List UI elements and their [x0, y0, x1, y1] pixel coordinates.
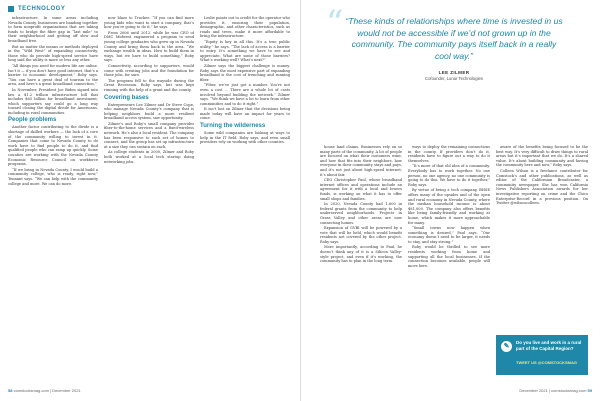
body-paragraph: now blaze to Truckee. “If you can find more young kids who want to start a company, that’s how you’re going to do it,” he says.	[104, 16, 194, 30]
body-paragraph: “It’s more of that old idea of a community. Everybody has to work together. No one person, no one agency, no one community is going to do this. We have to do it together,” Roby says.	[408, 164, 490, 187]
article-column-4	[320, 145, 402, 383]
body-paragraph: aware of the benefits being focused to be the best way. It’s very difficult to draw things to rural areas but it’s important that we do. It’s a shared value. It’s about building community and having the community here and now,” Roby says.	[496, 145, 588, 168]
section-tag-block	[8, 6, 14, 12]
body-paragraph: It isn’t lost on Zilmer that the decisions being made today will have an impact for years to come.	[200, 107, 290, 121]
book-icon: ✎	[501, 341, 512, 352]
body-paragraph: From 2006 until 2012, while he was CEO of DMC Midwest engineered a program to send young college graduates who grew up in Nevada County and bring them back to the area. “We exchange wealth in ideas. How to build them in ways, but we have to build something,” Roby says.	[104, 30, 194, 63]
page-number-right: 59	[587, 388, 592, 393]
article-column-6	[496, 145, 588, 330]
body-paragraph: In November, President Joe Biden signed into law a $1.2 trillion infrastructure bill that includes $65 billion for broadband investment, which supporters say could go a long way toward closing the digital divide for Americans, including in rural communities.	[8, 87, 98, 115]
body-paragraph: house land claims. Businesses rely on so many parts of the community. A lot of people are focused on what their customers want, and how that fits into their neighbors, how everyone in their community stays and pays, and it’s not just about high-speed internet; it’s about fair.	[320, 145, 402, 177]
section-tag-label: TECHNOLOGY	[18, 6, 66, 12]
footer-left-text: comstocksmag.com | December 2021	[13, 388, 81, 393]
promo-link[interactable]: TWEET US @COMSTOCKSMAG	[516, 360, 577, 365]
body-paragraph: Some wild companies are looking at ways to help in the IT field. Roby says, and even small providers rely on working with other counties.	[200, 131, 290, 145]
body-paragraph: “Equity is key in all this. It’s a true public utility,” he says. “The lack of access is a barrier to entry. It’s something we have to see and appreciate. What are some of those barriers? What’s working well? What’s next?”	[200, 39, 290, 63]
article-column-1	[8, 16, 98, 381]
footer-right-text: December 2021 | comstocksmag.com	[519, 388, 587, 393]
body-paragraph: Colleen Wilson is a freelance contributor for Comstock’s and other publications, as well as editor of the Californian Broadcaster, a community newspaper. She has won California News Publishers Association awards for her investigative reporting on crime and the Chico Enterprise-Record in a previous position. On Twitter @wilsoncolleen.	[496, 168, 588, 206]
body-paragraph: ways to deploy the remaining connections in the county. If providers don’t do it, residents have to figure out a way to do it themselves.	[408, 145, 490, 163]
body-paragraph: Connectivity, according to supporters, would come with creating jobs and the foundation for those jobs, for sure.	[104, 63, 194, 78]
body-paragraph: CEO Christopher Paul, whose broadband internet offices and operations include an agreement for it with a local and lowers funds, is working on what it has to offer small shops and families.	[320, 178, 402, 201]
body-paragraph: “All things you need for modern life are online. Isn’t it — if you don’t have good internet, that’s a barrier to economic development,” Roby says. “You can have a great deal of tourism to the area, and here’s a great broadband connection.”	[8, 63, 98, 87]
pull-quote-text: “These kinds of relationships where time is invested in us would not be accessible if we’d not grown up in the community. The community pays itself back in a really cool way.”	[345, 16, 563, 61]
footer-left	[8, 388, 81, 393]
body-paragraph: Entrepreneurs Lee Zilmer and Dr Steve Cope, who manage Nevada County’s company that is helping neighbors build a more resilient broadband access system, saw opportunity.	[104, 102, 194, 121]
article-column-5	[408, 145, 490, 383]
body-paragraph: Expansion of GVBI will be powered by a vote that will be held, which would benefit residents not covered by the other project, Roby says.	[320, 226, 402, 244]
pull-quote-name: LEE ZILMER	[438, 70, 470, 75]
body-paragraph: “Fiber, we’ve just got a number. You’re not even a cost … There are a whole lot of costs involved beyond building the network.” Zilmer says. “We think we have a lot to learn from other communities and to do it right.”	[200, 83, 290, 106]
body-paragraph: By virtue of being a tech company, BHSE offers many of the upsides and of the open and rural economy in Nevada County, where the median household income is about $81,000. The company also offers benefits like being family-friendly and working at home, which makes it more approachable for many.	[408, 188, 490, 225]
body-paragraph: As college students in 2000, Zilmer and Roby both worked at a local tech startup doing networking jobs.	[104, 150, 194, 164]
section-heading: Turning the wilderness	[200, 123, 266, 130]
body-paragraph: Another factor contributing to the divide is a shortage of skilled workers — the lack of a core of the community willing to invest in it. Companies that come to Nevada County to do work have to find people to do it, and find qualified people who can ramp up quickly. Some counties are working with the Nevada County Economic Resource Council on workforce programs.	[8, 125, 98, 167]
body-paragraph: “Small towns now happen when something is desired,” Paul says. “Our economy doesn’t need to be larger, it needs to stay, and stay strong.”	[408, 226, 490, 244]
body-paragraph: Zilmer says the biggest challenge is money. Roby says the most expensive part of expanding broadband is the cost of trenching and running fiber.	[200, 63, 290, 82]
pull-quote	[320, 3, 588, 81]
body-paragraph: “If we bring in Nevada County, I would build a community college, who is ready, right now,” Tennant says. “We can help with the community college and more. We can do more.	[8, 167, 98, 186]
promo-box	[496, 335, 588, 375]
promo-text: Do you live and work in a rural part of the Capital Region?	[516, 340, 582, 351]
body-paragraph: More importantly, according to Paul, he doesn’t think any of it is a Silicon Valley-style project, and even if it’s working, the community has to plan in the long term.	[320, 245, 402, 264]
body-paragraph: Leslie points out to credit for the operator who provides it, ensuring their population, demographic, and other characteristics, such as roads and trees, make it more affordable to bring the infrastructure.	[200, 16, 290, 39]
body-paragraph: Roby would be thrilled to see more residents working from home and supporting all the local businesses. If the connection becomes available, people will move here.	[408, 245, 490, 268]
section-heading: Covering bases	[104, 94, 149, 101]
pull-quote-role: Cofounder, Lunar Technologies	[425, 76, 483, 81]
body-paragraph: But no matter the means or methods deployed in the “Wild West” of expanding connectivity, those who do provide high-speed service have long said the utility is more or less any other.	[8, 44, 98, 63]
quote-mark-icon: “	[326, 3, 344, 43]
section-tag	[8, 6, 65, 12]
article-column-3	[200, 16, 290, 381]
body-paragraph: The program fell to the wayside during the Great Recession. Roby says, but was kept running with the help of a grant and the county.	[104, 78, 194, 92]
section-heading: People problems	[8, 117, 57, 124]
body-paragraph: infrastructure. In some areas including Nevada County, businesses are banding together to form nonprofit organizations that are taking funds to bridge the fiber gap in “last mile” to their neighborhood and getting off slow and broadband free.	[8, 16, 98, 43]
footer-right	[519, 388, 592, 393]
body-paragraph: Zilmer’s and Roby’s small company provides fiber-to-the-home services and a fixed-wireless network. He’s also a local resident. The company has been responsive to each set of homes to connect, and the group has set up infrastructure at a size they can sustain on each.	[104, 121, 194, 149]
article-column-2	[104, 16, 194, 381]
page-gutter	[300, 0, 301, 401]
page-number-left: 58	[8, 388, 13, 393]
body-paragraph: In 2020, Nevada County had 1,600 in federal grants from the community to help underserved neighborhoods. Projects in Grass Valley and other areas are now connecting homes.	[320, 202, 402, 225]
